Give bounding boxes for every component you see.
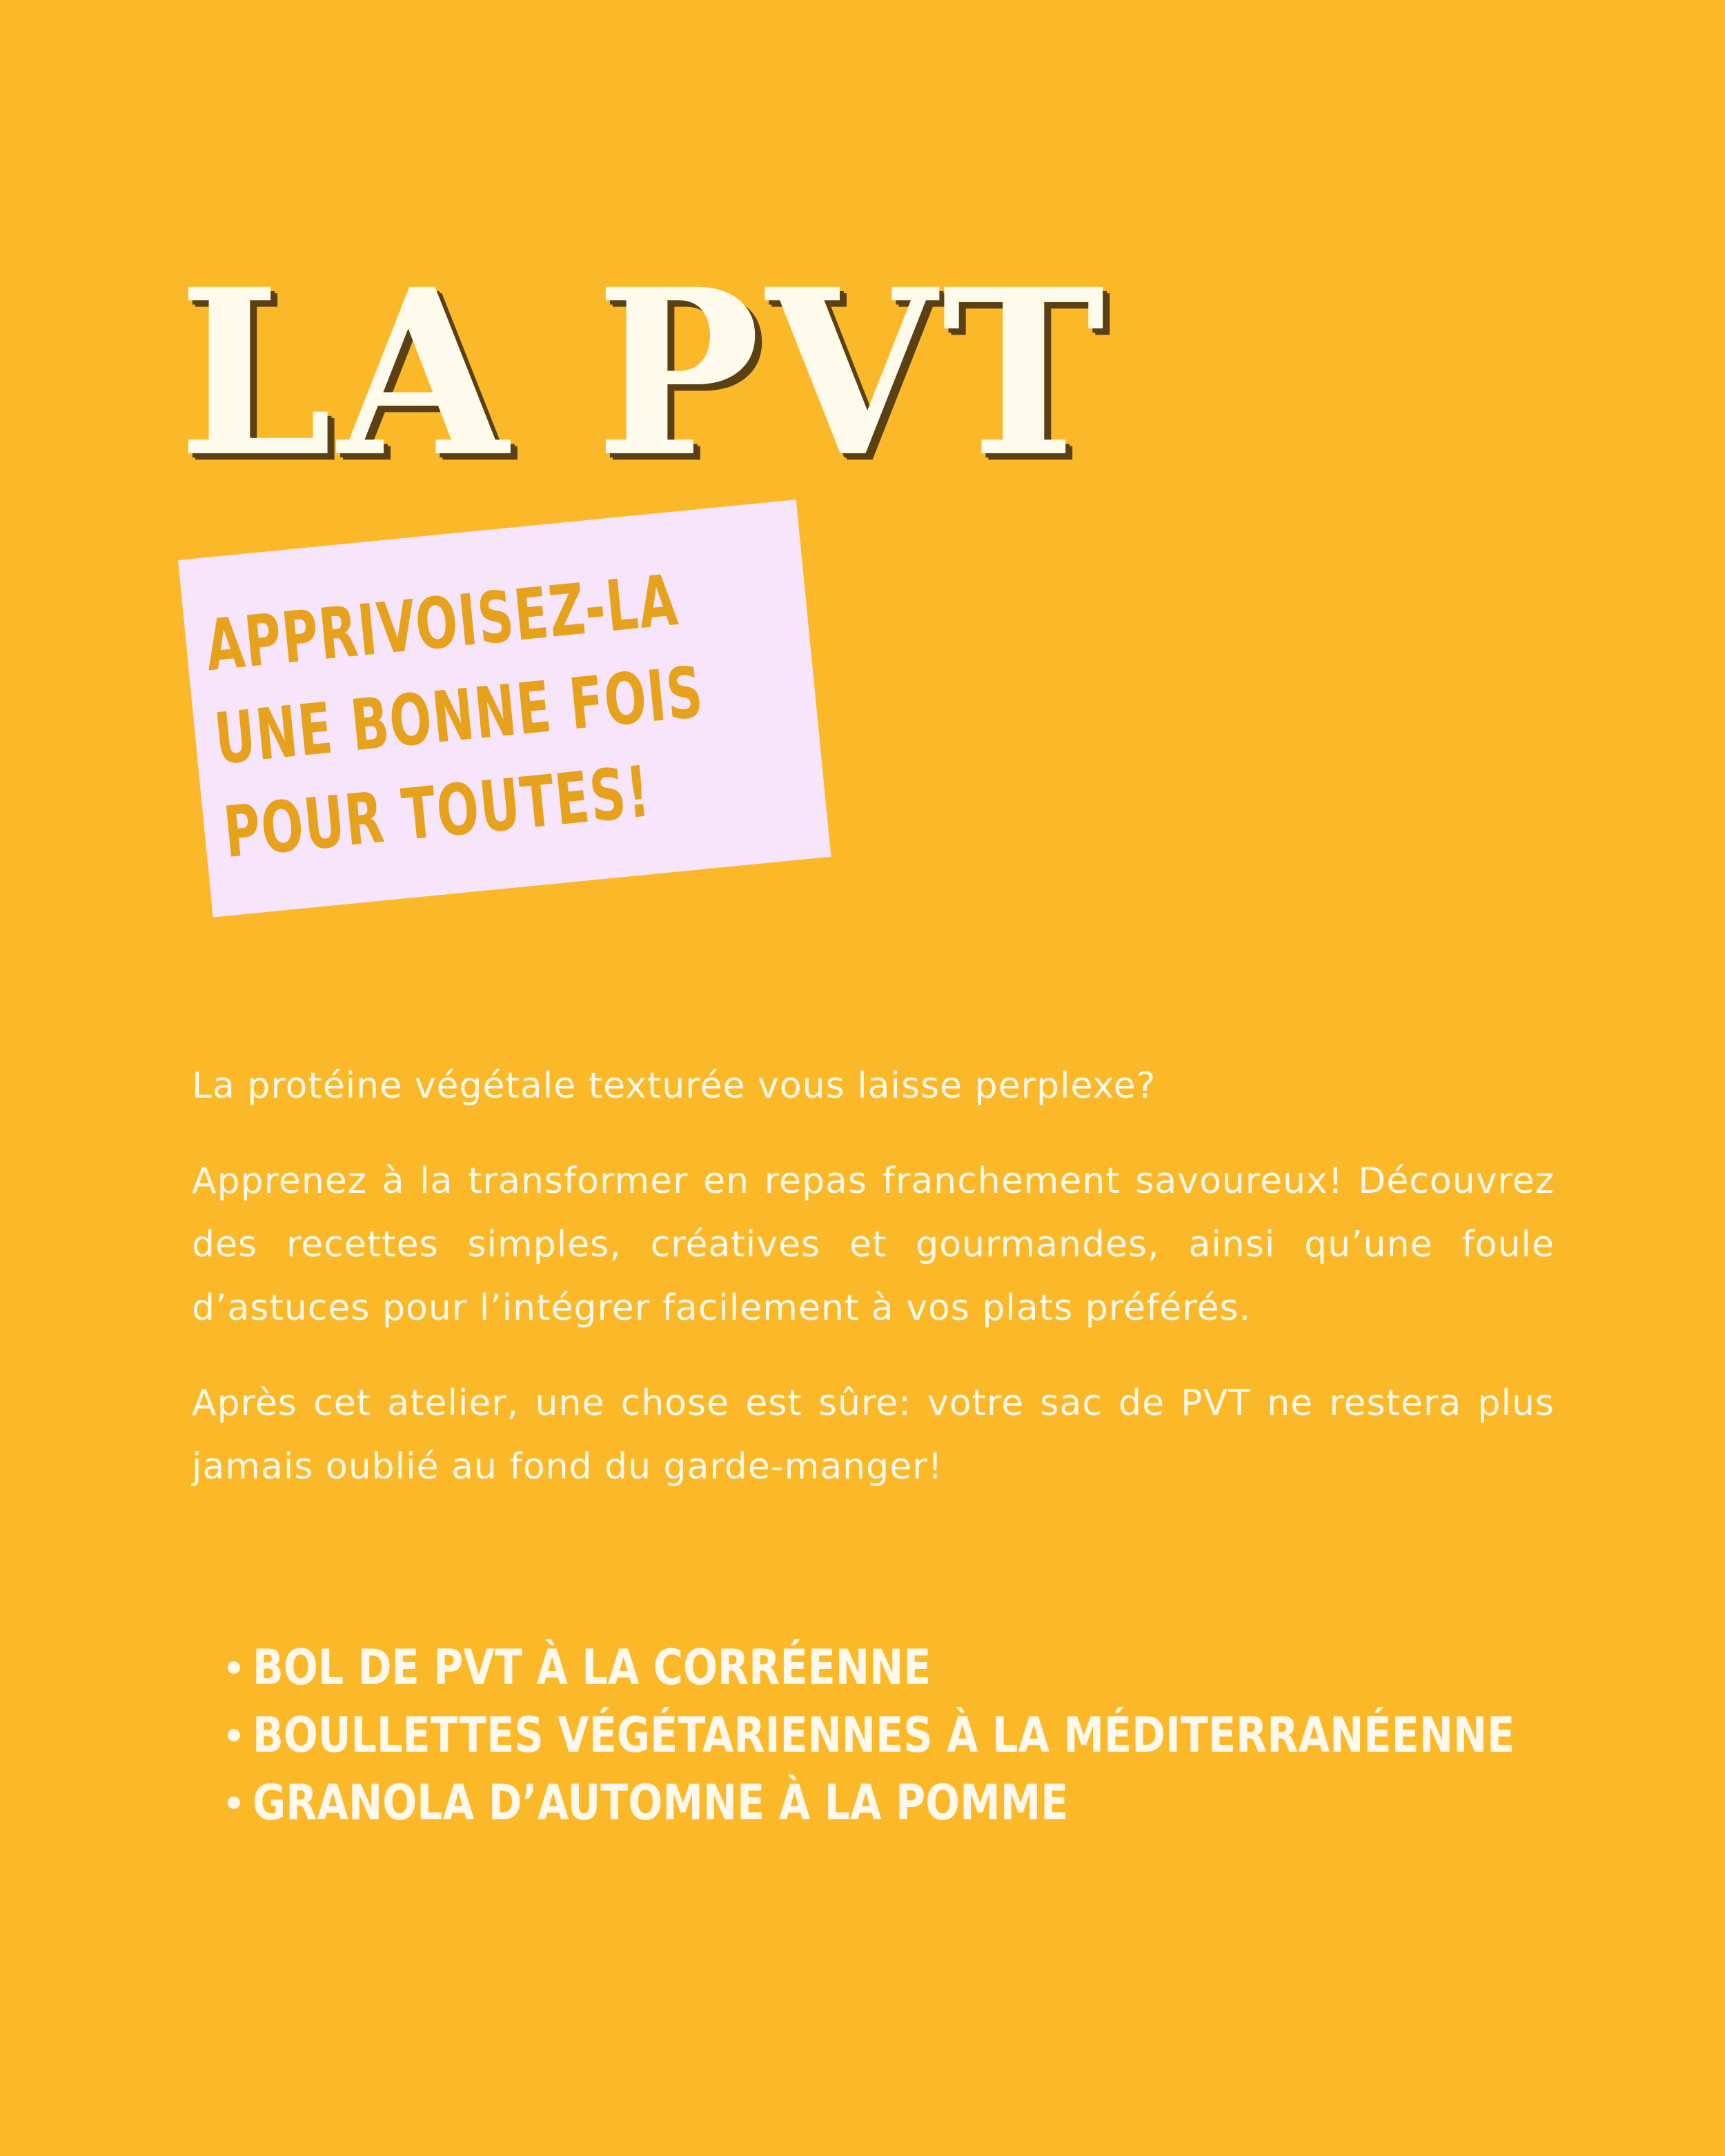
details-paragraph: Apprenez à la transformer en repas franchement savoureux! Découvrez des recettes simples, créatives et gourmandes, ainsi qu’une foule d’astuces pour l’intégrer facilement à vos plats préférés. bbox=[192, 1160, 1555, 1329]
bullet-icon bbox=[228, 1797, 240, 1809]
list-item bbox=[228, 1769, 1725, 1837]
recipe-name: BOULLETTES VÉGÉTARIENNES À LA MÉDITERRANÉENNE bbox=[253, 1707, 1515, 1763]
intro-paragraph: La protéine végétale texturée vous laisse perplexe? bbox=[192, 1065, 1156, 1107]
tagline-line: UNE BONNE FOIS bbox=[211, 651, 707, 781]
recipe-name: GRANOLA D’AUTOMNE À LA POMME bbox=[253, 1774, 1069, 1831]
tagline-text bbox=[201, 540, 847, 880]
list-item bbox=[228, 1701, 1725, 1769]
list-item bbox=[228, 1634, 1725, 1701]
tagline-line: POUR TOUTES! bbox=[220, 751, 654, 875]
description bbox=[192, 1054, 1555, 1530]
headline: LA PVT bbox=[178, 238, 1111, 507]
recipe-list bbox=[228, 1634, 1725, 1837]
bullet-icon bbox=[228, 1661, 240, 1674]
tagline-line: APPRIVOISEZ-LA bbox=[201, 559, 682, 688]
closing-paragraph: Après cet atelier, une chose est sûre: votre sac de PVT ne restera plus jamais oublié au fond du garde-manger! bbox=[192, 1383, 1555, 1487]
recipe-name: BOL DE PVT À LA CORRÉENNE bbox=[253, 1639, 931, 1696]
bullet-icon bbox=[228, 1729, 240, 1741]
